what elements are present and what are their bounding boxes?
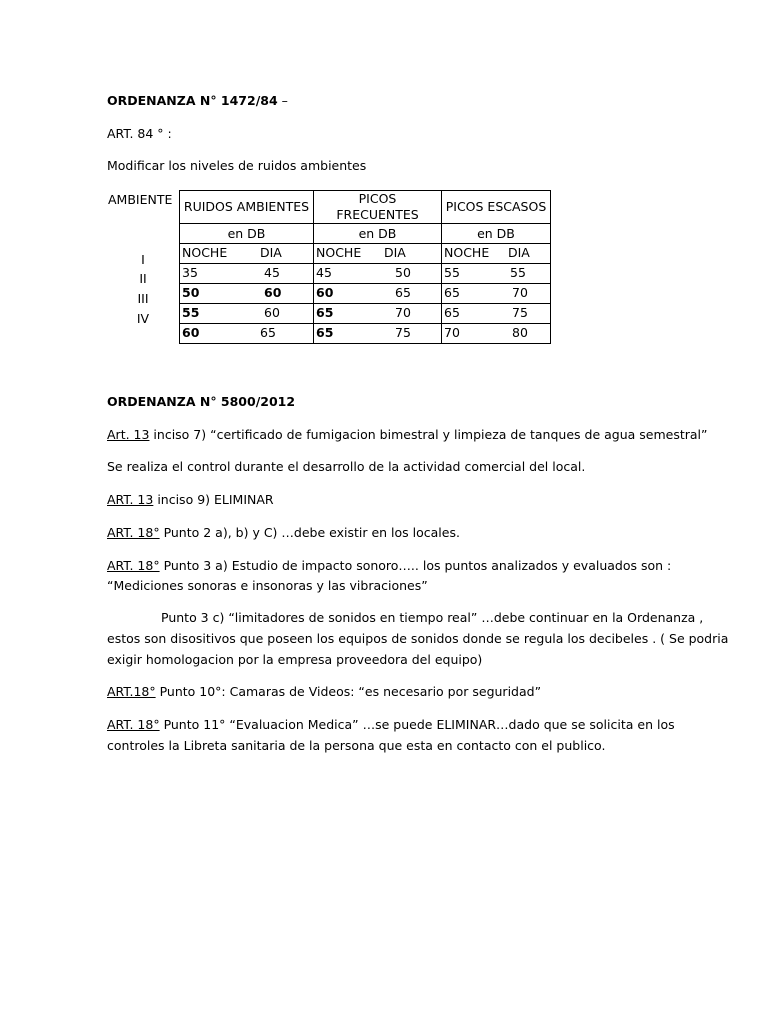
unit-cell: en DB [314, 224, 442, 244]
noche-value: 60 [182, 325, 200, 340]
dia-value: 55 [510, 265, 526, 280]
noche-value: 55 [182, 305, 200, 320]
article-84-heading: ART. 84 ° : [107, 126, 172, 141]
paragraph-punto3c-line2: estos son disositivos que poseen los equipos de sonidos donde se regula los decibeles . ( Se podria [107, 631, 729, 646]
dia-value: 65 [395, 285, 411, 300]
picos-escasos-cell [442, 264, 551, 284]
paragraph-art18-punto3a: ART. 18° Punto 3 a) Estudio de impacto sonoro….. los puntos analizados y evaluados son : [107, 558, 672, 573]
header-picos-escasos: PICOS ESCASOS [442, 191, 551, 224]
table-row [180, 324, 551, 344]
paragraph-art18-punto3a-line2: “Mediciones sonoras e insonoras y las vibraciones” [107, 578, 428, 593]
subheader-cell [442, 244, 551, 264]
dia-value: 65 [260, 325, 276, 340]
article-ref: Art. 13 [107, 427, 150, 442]
ambiente-iv: IV [136, 311, 150, 326]
noche-label: NOCHE [444, 245, 490, 260]
noche-value: 65 [316, 305, 334, 320]
dia-label: DIA [260, 245, 282, 260]
table-row [180, 264, 551, 284]
noche-value: 55 [444, 265, 460, 280]
picos-frecuentes-cell [314, 304, 442, 324]
ruidos-cell [180, 304, 314, 324]
subheader-cell [180, 244, 314, 264]
table-header-row [180, 191, 551, 224]
ambiente-label: AMBIENTE [108, 192, 173, 207]
noche-value: 65 [444, 305, 460, 320]
noche-value: 70 [444, 325, 460, 340]
paragraph-art13-inciso7: Art. 13 inciso 7) “certificado de fumigacion bimestral y limpieza de tanques de agua semestral” [107, 427, 708, 442]
table-row [180, 304, 551, 324]
dia-value: 80 [512, 325, 528, 340]
ambiente-ii: II [139, 271, 147, 286]
ambiente-i: I [141, 252, 145, 267]
dia-label: DIA [384, 245, 406, 260]
header-ruidos-ambientes: RUIDOS AMBIENTES [180, 191, 314, 224]
table-row [180, 284, 551, 304]
subheader-cell [314, 244, 442, 264]
ordinance-2-title: ORDENANZA N° 5800/2012 [107, 394, 296, 409]
picos-escasos-cell [442, 324, 551, 344]
ruidos-cell [180, 284, 314, 304]
article-ref: ART.18° [107, 684, 156, 699]
dia-value: 60 [264, 285, 282, 300]
table-subheader-row [180, 244, 551, 264]
paragraph-art18-punto2: ART. 18° Punto 2 a), b) y C) …debe existir en los locales. [107, 525, 460, 540]
noche-value: 45 [316, 265, 332, 280]
noche-value: 65 [316, 325, 334, 340]
dia-label: DIA [508, 245, 530, 260]
noche-value: 60 [316, 285, 334, 300]
dia-value: 75 [395, 325, 411, 340]
picos-frecuentes-cell [314, 284, 442, 304]
ordinance-1-intro: Modificar los niveles de ruidos ambientes [107, 158, 367, 173]
paragraph-art18-punto11-line2: controles la Libreta sanitaria de la persona que esta en contacto con el publico. [107, 738, 606, 753]
picos-escasos-cell [442, 284, 551, 304]
article-ref: ART. 18° [107, 525, 160, 540]
noche-label: NOCHE [182, 245, 228, 260]
header-picos-frecuentes: PICOS FRECUENTES [314, 191, 442, 224]
dia-value: 45 [264, 265, 280, 280]
paragraph-punto3c-line3: exigir homologacion por la empresa proveedora del equipo) [107, 652, 483, 667]
ambiente-iii: III [137, 291, 149, 306]
article-ref: ART. 18° [107, 558, 160, 573]
noche-value: 50 [182, 285, 200, 300]
paragraph-control: Se realiza el control durante el desarrollo de la actividad comercial del local. [107, 459, 586, 474]
noche-label: NOCHE [316, 245, 362, 260]
noise-levels-table [179, 190, 551, 344]
article-ref: ART. 18° [107, 717, 160, 732]
dia-value: 60 [264, 305, 280, 320]
ordinance-1-title: ORDENANZA N° 1472/84 – [107, 93, 288, 108]
picos-escasos-cell [442, 304, 551, 324]
unit-cell: en DB [180, 224, 314, 244]
ruidos-cell [180, 324, 314, 344]
picos-frecuentes-cell [314, 264, 442, 284]
paragraph-art18-punto11: ART. 18° Punto 11° “Evaluacion Medica” …se puede ELIMINAR…dado que se solicita en los [107, 717, 675, 732]
paragraph-punto3c: Punto 3 c) “limitadores de sonidos en tiempo real” …debe continuar en la Ordenanza , [161, 610, 704, 625]
unit-cell: en DB [442, 224, 551, 244]
table-unit-row [180, 224, 551, 244]
noche-value: 35 [182, 265, 198, 280]
noche-value: 65 [444, 285, 460, 300]
dia-value: 75 [512, 305, 528, 320]
dia-value: 70 [395, 305, 411, 320]
dia-value: 50 [395, 265, 411, 280]
paragraph-art13-inciso9: ART. 13 inciso 9) ELIMINAR [107, 492, 274, 507]
picos-frecuentes-cell [314, 324, 442, 344]
ruidos-cell [180, 264, 314, 284]
paragraph-art18-punto10: ART.18° Punto 10°: Camaras de Videos: “es necesario por seguridad” [107, 684, 542, 699]
article-ref: ART. 13 [107, 492, 154, 507]
dia-value: 70 [512, 285, 528, 300]
